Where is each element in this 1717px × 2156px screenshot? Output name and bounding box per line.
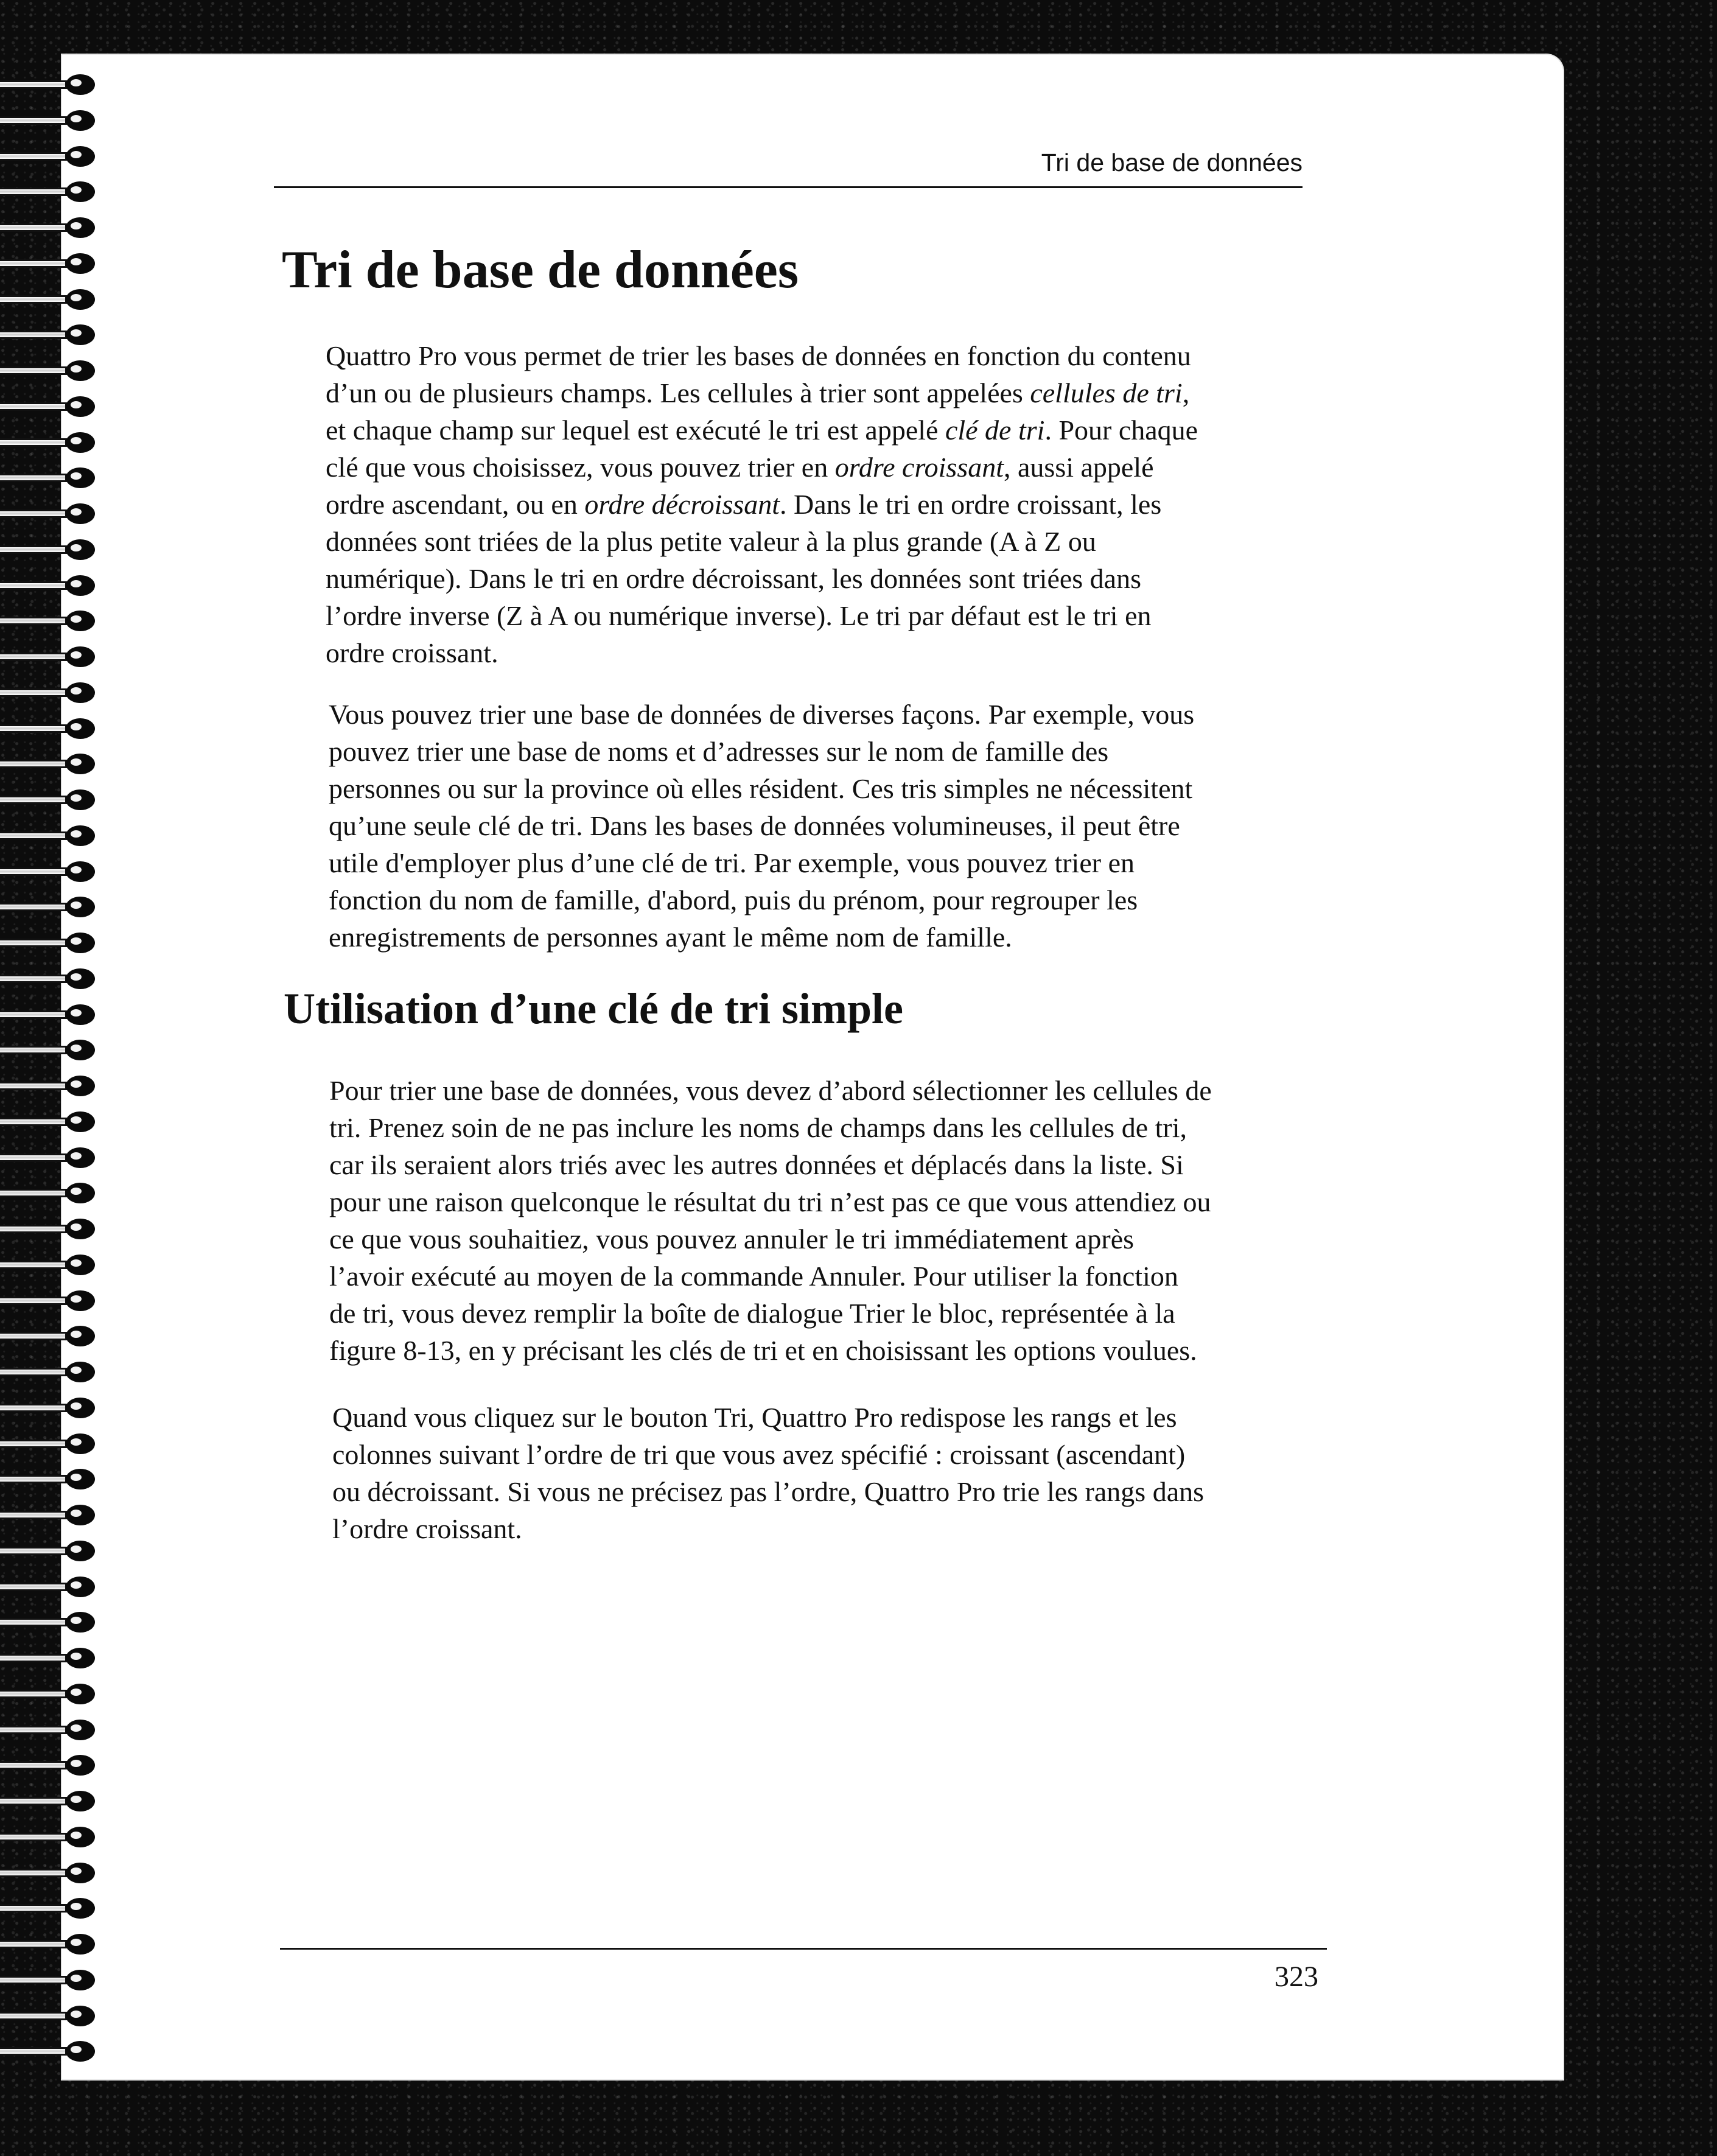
text-run: ou décroissant. Si vous ne précisez pas l’ordre, Quattro Pro trie les rangs dans bbox=[332, 1476, 1205, 1507]
paragraph-intro bbox=[326, 337, 1373, 671]
binding-coil bbox=[0, 2040, 97, 2062]
paragraph-sort-button bbox=[332, 1399, 1379, 1547]
binding-coil bbox=[0, 2004, 97, 2026]
text-run: fonction du nom de famille, d'abord, puis du prénom, pour regrouper les bbox=[329, 884, 1138, 915]
italic-term: cellules de tri bbox=[1030, 377, 1183, 408]
text-line bbox=[329, 881, 1376, 919]
binding-coil bbox=[0, 967, 97, 989]
text-line bbox=[326, 560, 1373, 597]
text-run: Quand vous cliquez sur le bouton Tri, Quattro Pro redispose les rangs et les bbox=[332, 1402, 1177, 1433]
binding-coil bbox=[0, 1146, 97, 1168]
binding-coil bbox=[0, 395, 97, 417]
binding-coil bbox=[0, 1718, 97, 1740]
text-line bbox=[329, 919, 1376, 956]
text-run: l’ordre croissant. bbox=[332, 1513, 522, 1544]
text-run: de tri, vous devez remplir la boîte de dialogue Trier le bloc, représentée à la bbox=[329, 1298, 1175, 1329]
footer-rule bbox=[280, 1948, 1327, 1950]
italic-term: ordre croissant bbox=[834, 452, 1004, 483]
text-line bbox=[326, 411, 1373, 449]
binding-coil bbox=[0, 1754, 97, 1776]
paragraph-selection bbox=[329, 1072, 1376, 1369]
text-line bbox=[326, 449, 1373, 486]
text-run: Pour trier une base de données, vous devez d’abord sélectionner les cellules de bbox=[329, 1075, 1212, 1106]
text-line bbox=[329, 1332, 1376, 1369]
binding-coil bbox=[0, 431, 97, 453]
text-line bbox=[329, 1109, 1376, 1146]
text-line bbox=[326, 486, 1373, 523]
binding-coil bbox=[0, 1861, 97, 1883]
binding-coil bbox=[0, 216, 97, 238]
binding-coil bbox=[0, 681, 97, 703]
binding-coil bbox=[0, 1110, 97, 1132]
binding-coil bbox=[0, 1074, 97, 1096]
binding-coil bbox=[0, 609, 97, 631]
binding-coil bbox=[0, 1360, 97, 1382]
text-run: l’ordre inverse (Z à A ou numérique inverse). Le tri par défaut est le tri en bbox=[326, 600, 1152, 631]
text-run: données sont triées de la plus petite valeur à la plus grande (A à Z ou bbox=[326, 526, 1096, 557]
binding-coil bbox=[0, 538, 97, 560]
binding-coil bbox=[0, 323, 97, 345]
binding-coil bbox=[0, 1897, 97, 1919]
text-line bbox=[329, 1258, 1376, 1295]
binding-coil bbox=[0, 1825, 97, 1847]
text-run: et chaque champ sur lequel est exécuté le tri est appelé bbox=[326, 415, 945, 446]
text-run: l’avoir exécuté au moyen de la commande Annuler. Pour utiliser la fonction bbox=[329, 1261, 1178, 1292]
binding-coil bbox=[0, 1503, 97, 1525]
text-run: figure 8-13, en y précisant les clés de tri et en choisissant les options voulues. bbox=[329, 1335, 1197, 1366]
text-run: pour une raison quelconque le résultat du tri n’est pas ce que vous attendiez ou bbox=[329, 1186, 1211, 1217]
binding-coil bbox=[0, 1396, 97, 1418]
binding-coil bbox=[0, 1432, 97, 1454]
binding-coil bbox=[0, 752, 97, 774]
text-line bbox=[326, 597, 1373, 634]
text-line bbox=[326, 523, 1373, 560]
text-run: enregistrements de personnes ayant le même nom de famille. bbox=[329, 922, 1012, 953]
text-line bbox=[329, 733, 1376, 770]
binding-coil bbox=[0, 574, 97, 596]
binding-coil bbox=[0, 824, 97, 846]
text-line bbox=[329, 696, 1376, 733]
text-run: ordre ascendant, ou en bbox=[326, 489, 585, 520]
text-run: qu’une seule clé de tri. Dans les bases de données volumineuses, il peut être bbox=[329, 810, 1180, 841]
text-run: colonnes suivant l’ordre de tri que vous avez spécifié : croissant (ascendant) bbox=[332, 1439, 1186, 1470]
text-run: tri. Prenez soin de ne pas inclure les noms de champs dans les cellules de tri, bbox=[329, 1112, 1187, 1143]
binding-coil bbox=[0, 359, 97, 381]
spiral-binding bbox=[0, 73, 103, 2076]
text-line bbox=[332, 1399, 1379, 1436]
text-run: Quattro Pro vous permet de trier les bases de données en fonction du contenu bbox=[326, 340, 1191, 371]
text-line bbox=[326, 337, 1373, 374]
text-line bbox=[329, 1072, 1376, 1109]
binding-coil bbox=[0, 895, 97, 917]
binding-coil bbox=[0, 1003, 97, 1025]
binding-coil bbox=[0, 1539, 97, 1561]
binding-coil bbox=[0, 931, 97, 953]
text-line bbox=[332, 1436, 1379, 1473]
section-title: Utilisation d’une clé de tri simple bbox=[284, 984, 903, 1033]
text-run: personnes ou sur la province où elles résident. Ces tris simples ne nécessitent bbox=[329, 773, 1193, 804]
text-run: ce que vous souhaitiez, vous pouvez annuler le tri immédiatement après bbox=[329, 1223, 1135, 1255]
text-line bbox=[332, 1473, 1379, 1510]
binding-coil bbox=[0, 1253, 97, 1275]
binding-coil bbox=[0, 645, 97, 667]
text-run: utile d'employer plus d’une clé de tri. Par exemple, vous pouvez trier en bbox=[329, 847, 1135, 878]
binding-coil bbox=[0, 1790, 97, 1811]
text-line bbox=[329, 1295, 1376, 1332]
paragraph-examples bbox=[329, 696, 1376, 956]
binding-coil bbox=[0, 1468, 97, 1489]
binding-coil bbox=[0, 180, 97, 202]
binding-coil bbox=[0, 860, 97, 882]
binding-coil bbox=[0, 1575, 97, 1597]
binding-coil bbox=[0, 1325, 97, 1346]
text-line bbox=[329, 1220, 1376, 1258]
binding-coil bbox=[0, 1682, 97, 1704]
text-line bbox=[332, 1510, 1379, 1547]
italic-term: ordre décroissant bbox=[584, 489, 780, 520]
text-run: Vous pouvez trier une base de données de diverses façons. Par exemple, vous bbox=[329, 699, 1195, 730]
binding-coil bbox=[0, 1289, 97, 1311]
binding-coil bbox=[0, 1647, 97, 1668]
binding-coil bbox=[0, 109, 97, 131]
binding-coil bbox=[0, 1611, 97, 1633]
text-line bbox=[329, 1183, 1376, 1220]
text-line bbox=[326, 634, 1373, 671]
binding-coil bbox=[0, 1969, 97, 1990]
binding-coil bbox=[0, 1217, 97, 1239]
text-run: ordre croissant. bbox=[326, 637, 498, 668]
binding-coil bbox=[0, 145, 97, 167]
text-run: numérique). Dans le tri en ordre décroissant, les données sont triées dans bbox=[326, 563, 1141, 594]
page-number: 323 bbox=[1275, 1961, 1318, 1993]
text-run: pouvez trier une base de noms et d’adresses sur le nom de famille des bbox=[329, 736, 1109, 767]
binding-coil bbox=[0, 788, 97, 810]
binding-coil bbox=[0, 1038, 97, 1060]
binding-coil bbox=[0, 717, 97, 739]
italic-term: clé de tri bbox=[945, 415, 1045, 446]
running-head: Tri de base de données bbox=[1041, 149, 1303, 177]
text-run: car ils seraient alors triés avec les autres données et déplacés dans la liste. Si bbox=[329, 1149, 1184, 1180]
text-run: , aussi appelé bbox=[1004, 452, 1154, 483]
text-line bbox=[329, 1146, 1376, 1183]
binding-coil bbox=[0, 1933, 97, 1955]
page-title: Tri de base de données bbox=[282, 240, 799, 299]
binding-coil bbox=[0, 466, 97, 488]
text-line bbox=[329, 844, 1376, 881]
header-rule bbox=[274, 186, 1303, 188]
text-line bbox=[326, 374, 1373, 411]
binding-coil bbox=[0, 288, 97, 310]
binding-coil bbox=[0, 502, 97, 524]
binding-coil bbox=[0, 252, 97, 274]
text-line bbox=[329, 770, 1376, 807]
text-run: d’un ou de plusieurs champs. Les cellules à trier sont appelées bbox=[326, 377, 1030, 408]
text-run: . Pour chaque bbox=[1044, 415, 1198, 446]
text-line bbox=[329, 807, 1376, 844]
text-run: , bbox=[1182, 377, 1190, 408]
text-run: clé que vous choisissez, vous pouvez trier en bbox=[326, 452, 835, 483]
binding-coil bbox=[0, 1181, 97, 1203]
binding-coil bbox=[0, 73, 97, 95]
text-run: . Dans le tri en ordre croissant, les bbox=[780, 489, 1162, 520]
